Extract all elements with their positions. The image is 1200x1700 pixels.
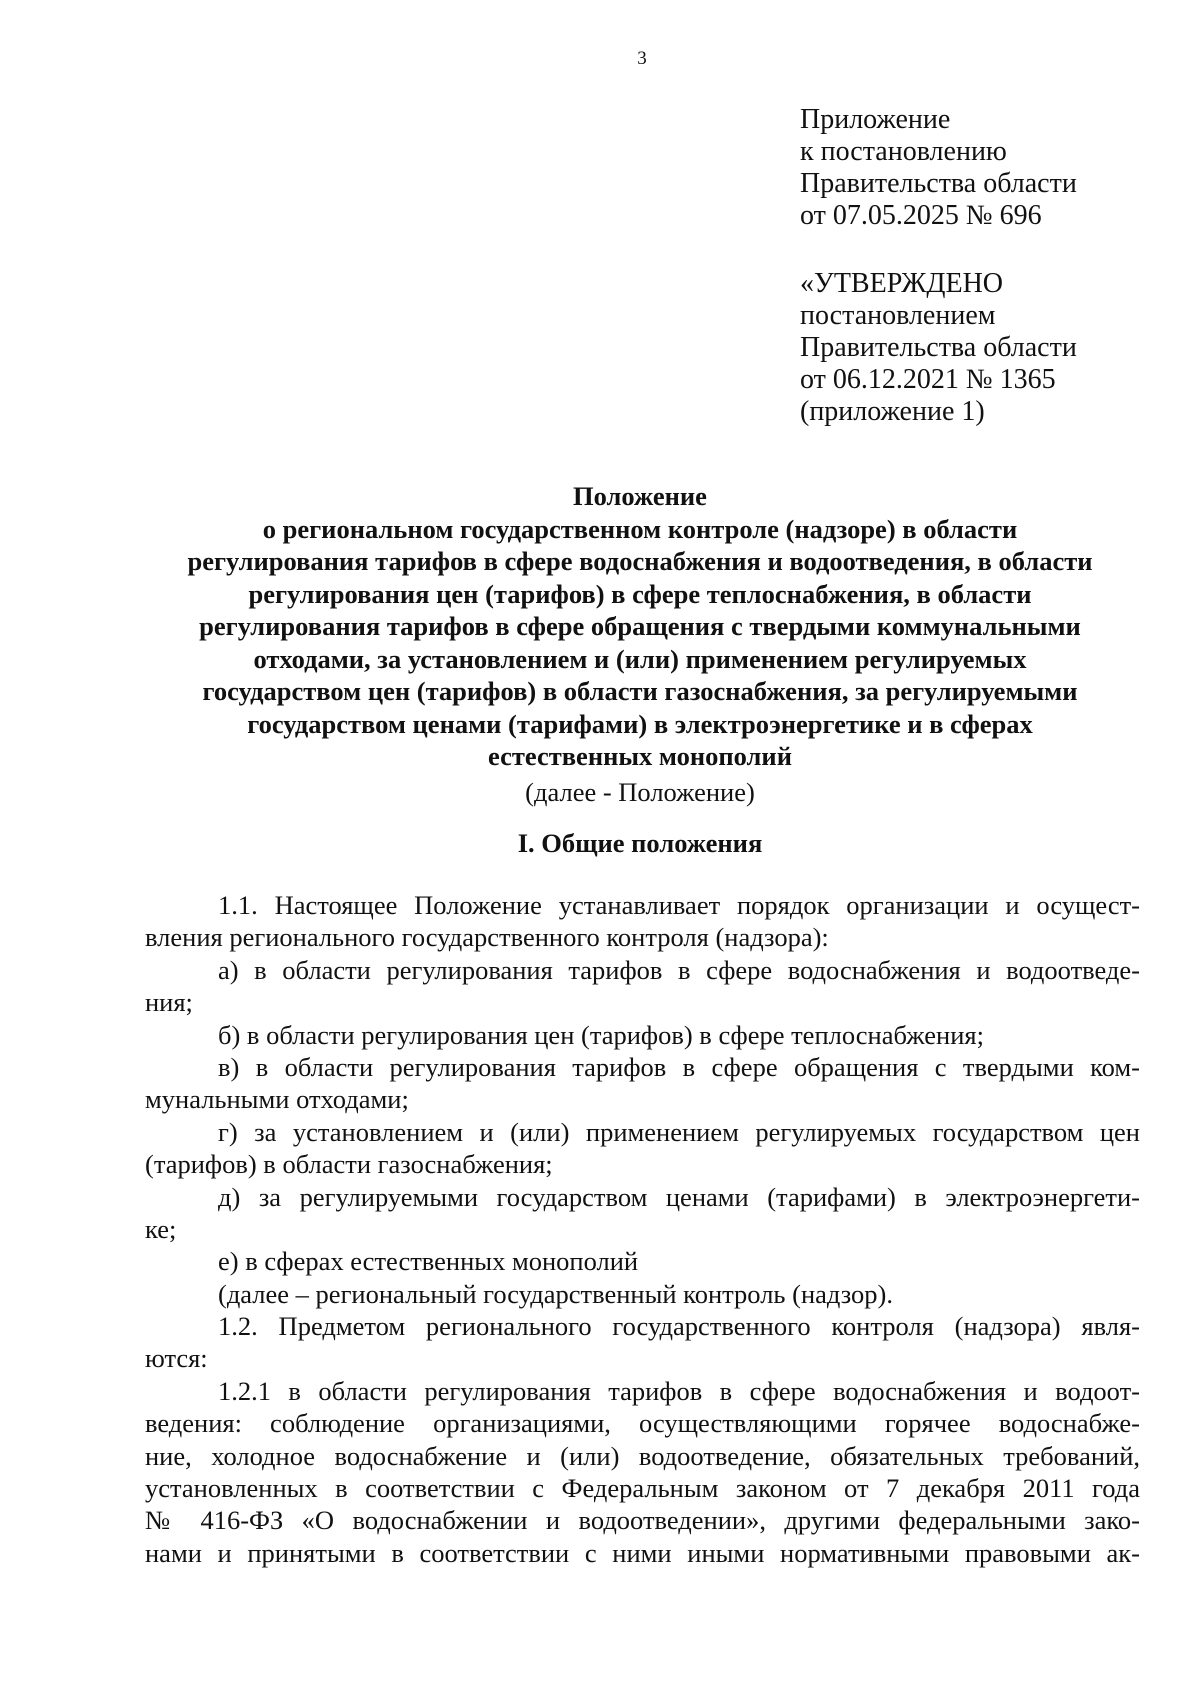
body-line: а) в области регулирования тарифов в сфере водоснабжения и водоотведе- — [218, 954, 1140, 985]
body-line: б) в области регулирования цен (тарифов) в сфере теплоснабжения; — [218, 1019, 984, 1050]
body-text — [145, 889, 1140, 1569]
title-line: Положение — [573, 481, 707, 511]
approval-stamp-text — [800, 268, 1077, 428]
body-line: ются: — [145, 1343, 208, 1374]
appendix-line: Приложение — [800, 104, 951, 135]
body-line: 1.2. Предметом регионального государственного контроля (надзора) явля- — [218, 1311, 1140, 1342]
body-line: ние, холодное водоснабжение и (или) водоотведение, обязательных требований, — [145, 1440, 1140, 1471]
title-line: регулирования тарифов в сфере обращения с твердыми коммунальными — [199, 611, 1081, 641]
body-line: (тарифов) в области газоснабжения; — [145, 1149, 553, 1180]
appendix-line: от 07.05.2025 № 696 — [800, 200, 1042, 231]
title-line: государством цен (тарифов) в области газоснабжения, за регулируемыми — [202, 676, 1078, 706]
body-line: мунальными отходами; — [145, 1084, 409, 1115]
title-line: отходами, за установлением и (или) применением регулируемых — [253, 643, 1027, 674]
body-line: 1.2.1 в области регулирования тарифов в сфере водоснабжения и водоот- — [218, 1375, 1140, 1406]
body-line: 1.1. Настоящее Положение устанавливает порядок организации и осущест- — [218, 890, 1140, 920]
title-line: естественных монополий — [488, 741, 792, 771]
title-line: регулирования цен (тарифов) в сфере теплоснабжения, в области — [248, 578, 1032, 609]
title-note: (далее - Положение) — [525, 777, 755, 807]
approved-line: «УТВЕРЖДЕНО — [800, 268, 1004, 299]
body-line: д) за регулируемыми государством ценами (тарифами) в электроэнергети- — [218, 1181, 1140, 1212]
section-heading: I. Общие положения — [517, 828, 763, 858]
body-line: г) за установлением и (или) применением регулируемых государством цен — [218, 1116, 1140, 1147]
body-line: вления регионального государственного контроля (надзора): — [145, 922, 829, 953]
appendix-reference — [800, 104, 1077, 232]
page-number: 3 — [637, 48, 647, 69]
body-line: ведения: соблюдение организациями, осуществляющими горячее водоснабже- — [145, 1408, 1140, 1439]
body-line: нами и принятыми в соответствии с ними иными нормативными правовыми ак- — [145, 1537, 1140, 1568]
body-line: ке; — [145, 1213, 177, 1244]
document-title — [120, 480, 1160, 773]
approved-line: Правительства области — [800, 332, 1077, 363]
body-line: е) в сферах естественных монополий — [218, 1246, 639, 1277]
body-line: установленных в соответствии с Федеральным законом от 7 декабря 2011 года — [145, 1473, 1140, 1504]
title-line: государством ценами (тарифами) в электроэнергетике и в сферах — [247, 708, 1033, 739]
appendix-line: к постановлению — [800, 136, 1007, 167]
body-line: ния; — [145, 987, 193, 1018]
body-line: в) в области регулирования тарифов в сфере обращения с твердыми ком- — [218, 1051, 1140, 1082]
appendix-line: Правительства области — [800, 168, 1077, 199]
approved-line: постановлением — [800, 300, 996, 331]
body-line: № 416-ФЗ «О водоснабжении и водоотведении», другими федеральными зако- — [145, 1505, 1140, 1536]
approved-line: от 06.12.2021 № 1365 — [800, 364, 1056, 395]
body-line: (далее – региональный государственный контроль (надзор). — [218, 1278, 893, 1309]
title-line: о региональном государственном контроле (надзоре) в области — [262, 513, 1018, 544]
approved-line: (приложение 1) — [800, 396, 985, 427]
title-line: регулирования тарифов в сфере водоснабжения и водоотведения, в области — [187, 546, 1093, 576]
